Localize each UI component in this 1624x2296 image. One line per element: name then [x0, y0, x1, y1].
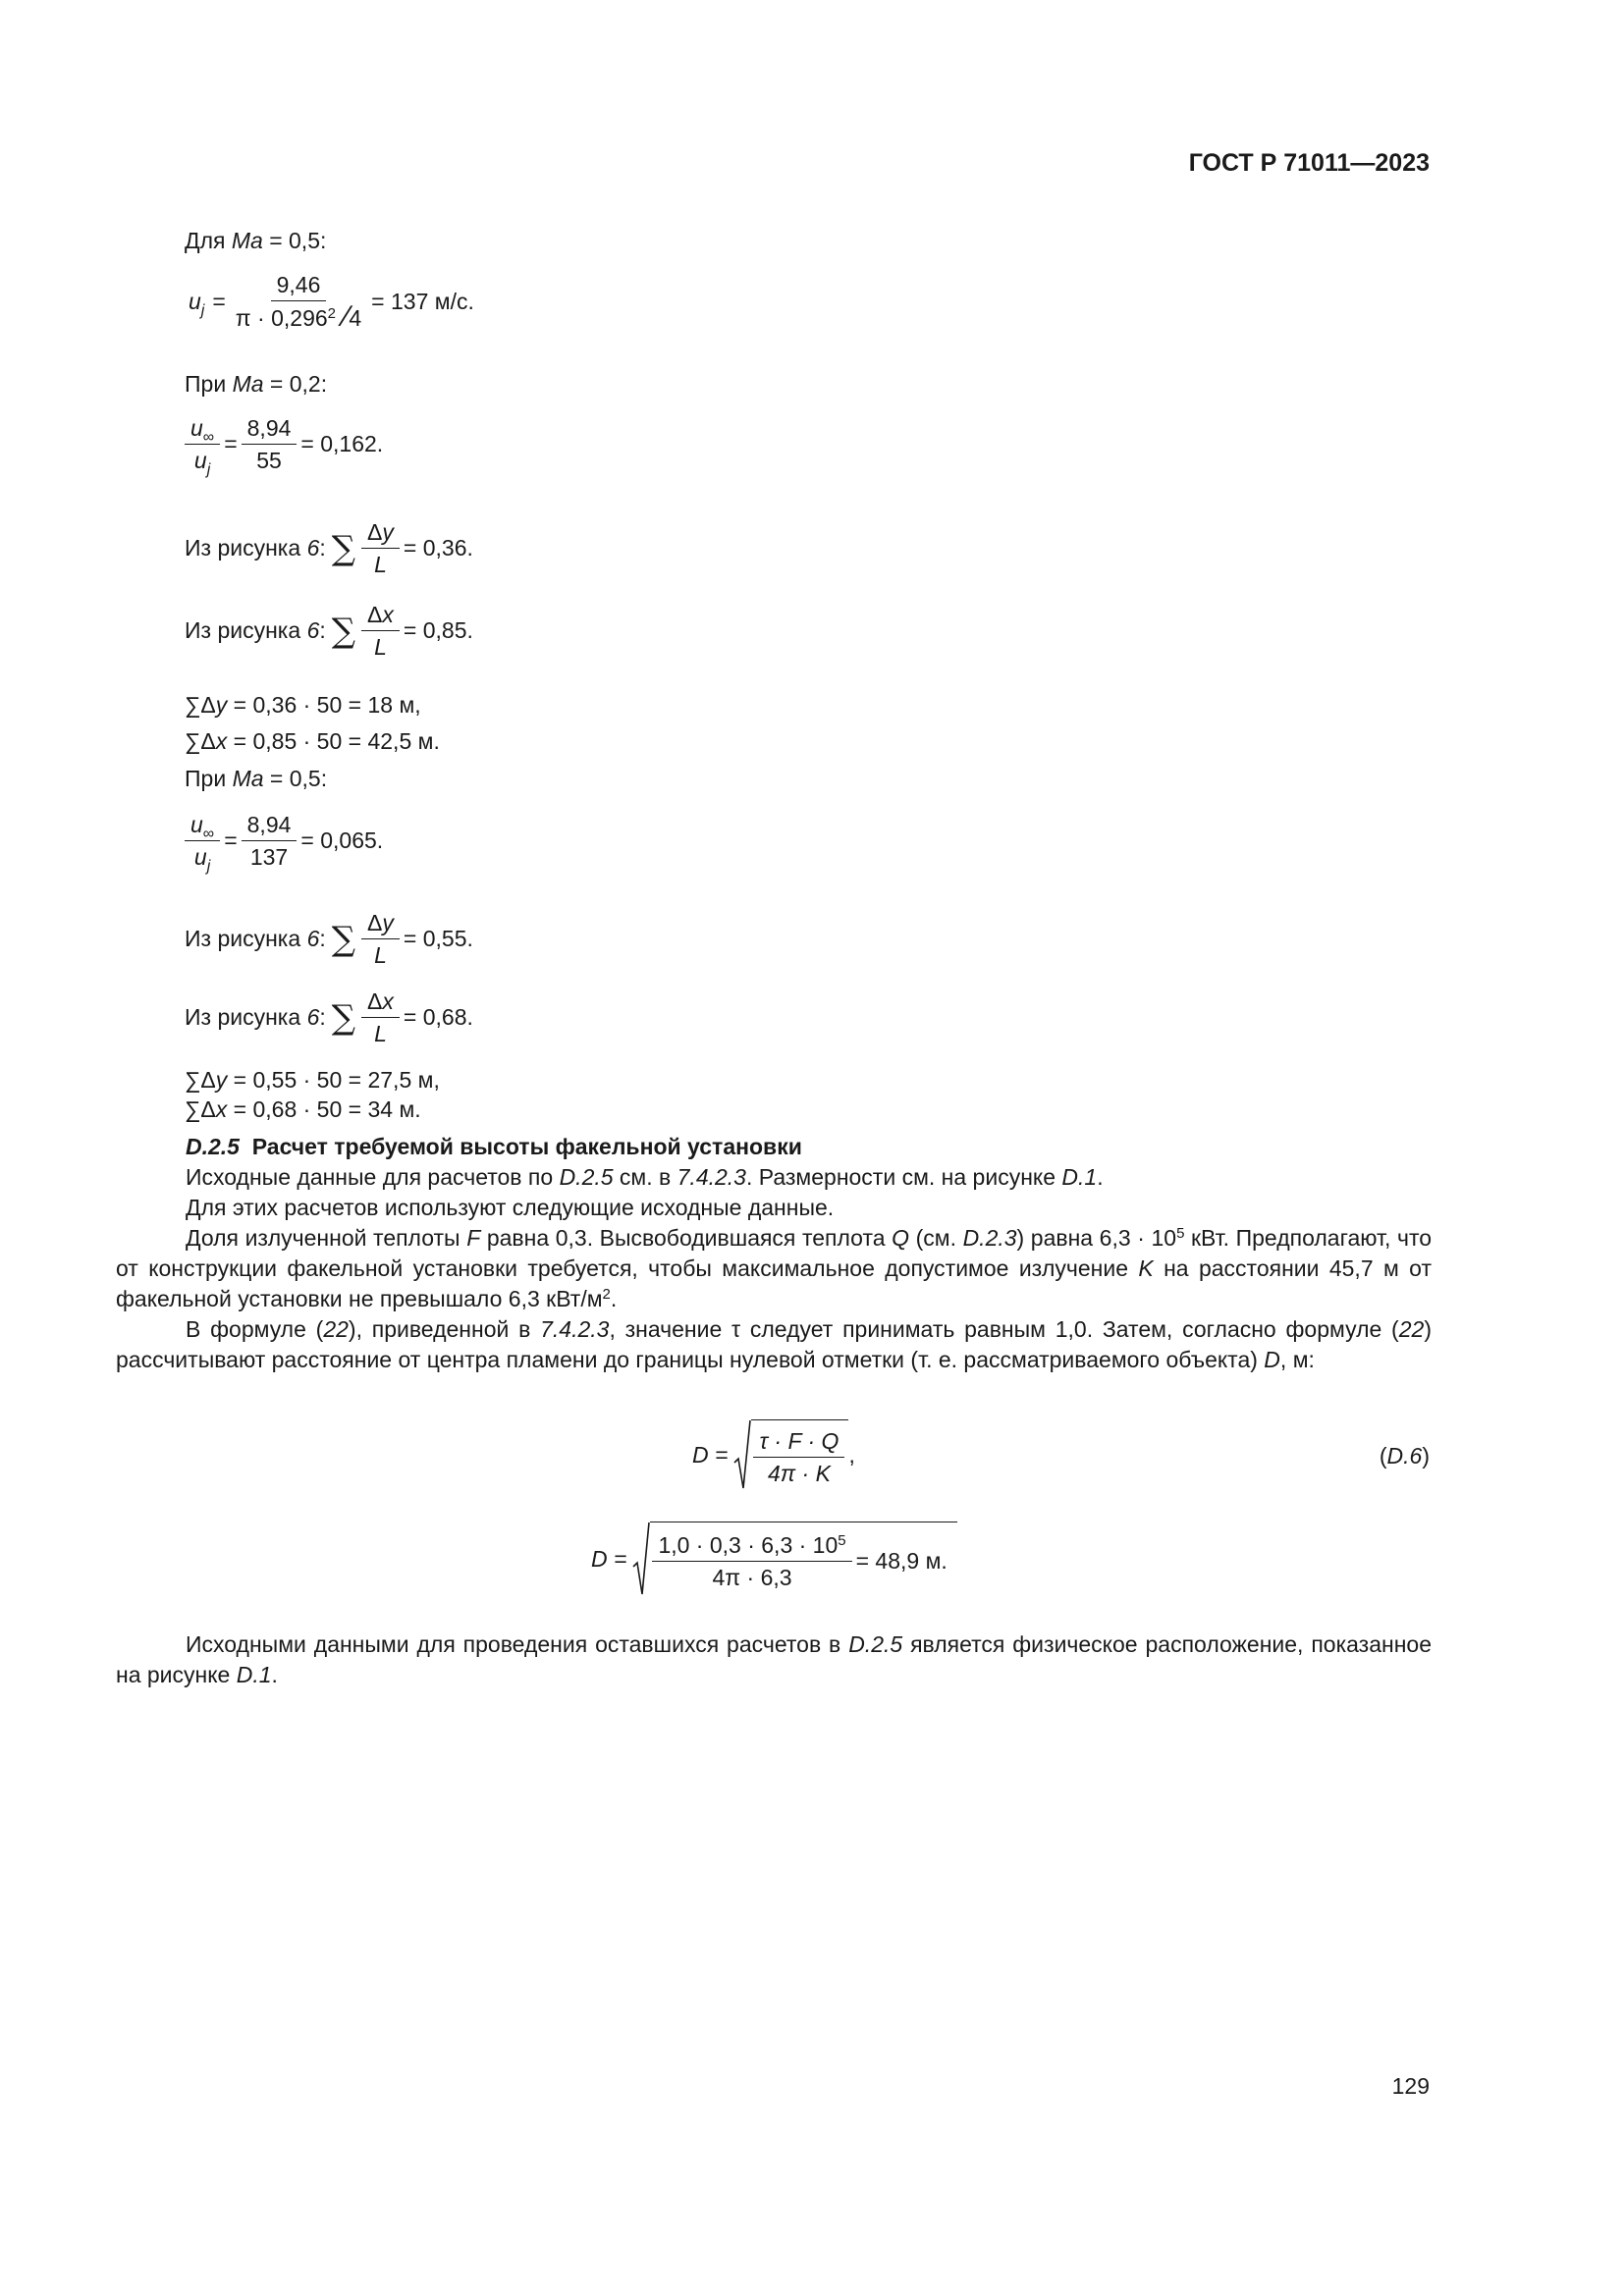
label-ma-05-second [185, 764, 327, 793]
sum-prefix: ∑Δ [185, 1067, 216, 1093]
sup: 2 [327, 305, 337, 322]
figure-reading-2: Из рисунка 6 : ∑ $\frac{\Delta x}{L}$ = 0,85. [185, 602, 473, 660]
label-var: Ma [232, 766, 264, 791]
label-text: Для [185, 228, 226, 253]
section-heading [116, 1132, 1432, 1162]
fraction-denominator: π · 0,296 [235, 305, 328, 331]
fraction-denominator: 55 [256, 448, 282, 473]
fraction-numerator: 9,46 [271, 271, 327, 301]
sub-j: j [206, 858, 211, 875]
sum-rest: = 0,85 · 50 = 42,5 м. [227, 728, 440, 754]
equation-result: = 0,85. [403, 617, 473, 643]
sum-var: x [215, 1096, 228, 1122]
fraction-numerator: 8,94 [242, 414, 298, 445]
fraction-numerator: τ · F · Q [759, 1428, 839, 1454]
paragraph-4: В формуле (22), приведенной в 7.4.2.3, значение τ следует принимать равным 1,0. Затем, согласно формуле (22) рассчитывают расстояние от центра пламени до границы нулевой отметки (т. е. рассматриваемого объекта) D, м: [116, 1316, 1432, 1372]
sum-line [185, 1095, 421, 1124]
label-ma-02 [185, 369, 327, 399]
sub-inf: ∞ [202, 826, 215, 842]
equation-result: = 0,36. [403, 535, 473, 561]
fraction-denominator: L [374, 1021, 387, 1046]
sum-line [185, 1065, 440, 1095]
sup: 5 [838, 1532, 846, 1549]
fraction-numerator: 1,0 · 0,3 · 6,3 · 10 [658, 1532, 839, 1558]
section-title: Расчет требуемой высоты факельной установки [251, 1134, 802, 1159]
fraction-denominator: 4π · 6,3 [712, 1565, 792, 1590]
page-number: 129 [1391, 2073, 1430, 2099]
equation-result: = 0,68. [403, 1004, 473, 1030]
fraction-numerator: 8,94 [242, 811, 298, 841]
equation-uj: $u_j$ = $\frac{9,46}{\pi \cdot 0,296^2 ∕4}$ = 137 м/с. [189, 272, 474, 333]
sub-j: j [200, 301, 205, 319]
formula-d6 [692, 1419, 855, 1490]
fraction-numerator: Δy [361, 518, 400, 549]
var-u: u [193, 448, 207, 473]
label-text: При [185, 766, 227, 791]
figure-reading-1: Из рисунка 6 : ∑ $\frac{\Delta y}{L}$ = 0,36. [185, 519, 473, 577]
fraction-denominator: L [374, 634, 387, 660]
sum-var: y [215, 1067, 228, 1093]
text: Из рисунка [185, 926, 301, 951]
figure-ref: 6 [306, 617, 320, 643]
equation-result: = 0,55. [403, 926, 473, 951]
label-text: = 0,5: [269, 228, 327, 253]
figure-reading-3: Из рисунка 6 : ∑ $\frac{\Delta y}{L}$ = 0,55. [185, 910, 473, 968]
formula-tail: , [848, 1441, 855, 1468]
text: Из рисунка [185, 617, 301, 643]
figure-ref: 6 [306, 535, 320, 561]
sum-symbol: ∑ [331, 997, 356, 1038]
fraction-numerator: Δx [361, 601, 400, 631]
equation-ratio-2: $\frac{u_\infty}{u_j}$ = $\frac{8,94}{137}$ = 0,065. [185, 811, 383, 871]
sum-line [185, 690, 421, 720]
var-u: u [190, 812, 203, 837]
label-var: Ma [231, 228, 263, 253]
sub-inf: ∞ [202, 429, 215, 446]
fraction-denominator: 4π · K [767, 1461, 831, 1486]
paragraph-2: Для этих расчетов используют следующие исходные данные. [186, 1195, 835, 1220]
figure-ref: 6 [306, 926, 320, 951]
fraction-denominator: 137 [249, 844, 289, 870]
formula-lhs: D = [692, 1441, 729, 1468]
formula-calc [591, 1522, 957, 1596]
paragraph-1: Исходные данные для расчетов по D.2.5 см. в 7.4.2.3. Размерности см. на рисунке D.1. [186, 1164, 1104, 1190]
fraction-denominator: L [374, 552, 387, 577]
sum-rest: = 0,36 · 50 = 18 м, [227, 692, 421, 718]
figure-reading-4: Из рисунка 6 : ∑ $\frac{\Delta x}{L}$ = 0,68. [185, 988, 473, 1046]
figure-ref: 6 [306, 1004, 320, 1030]
sqrt [733, 1419, 848, 1490]
sub-j: j [206, 461, 211, 478]
sum-prefix: ∑Δ [185, 692, 216, 718]
equation-result: = 0,065. [300, 828, 384, 853]
text: Из рисунка [185, 535, 301, 561]
section-number: D.2.5 [186, 1134, 240, 1159]
document-id: ГОСТ Р 71011—2023 [1188, 149, 1430, 177]
sum-line [185, 726, 440, 756]
section-d25 [116, 1132, 1432, 1375]
label-var: Ma [232, 371, 264, 397]
fraction-numerator: Δy [361, 909, 400, 939]
sum-prefix: ∑Δ [185, 728, 216, 754]
sum-symbol: ∑ [331, 919, 356, 959]
sum-symbol: ∑ [331, 528, 356, 568]
fraction-denominator: L [374, 942, 387, 968]
formula-lhs: D = [591, 1545, 627, 1572]
sum-prefix: ∑Δ [185, 1096, 216, 1122]
equation-ratio-1: $\frac{u_\infty}{u_j}$ = $\frac{8,94}{55}$ = 0,162. [185, 414, 383, 474]
var-u: u [193, 844, 207, 870]
sum-symbol: ∑ [331, 611, 356, 651]
sum-var: y [215, 692, 228, 718]
sum-rest: = 0,55 · 50 = 27,5 м, [227, 1067, 440, 1093]
label-ma-05 [185, 226, 326, 255]
label-text: = 0,5: [269, 766, 328, 791]
equation-result: = 0,162. [300, 431, 384, 456]
formula-result: = 48,9 м. [855, 1548, 947, 1574]
denominator-tail: 4 [349, 305, 362, 331]
sqrt [632, 1522, 956, 1596]
paragraph-3: Доля излученной теплоты F равна 0,3. Высвободившаяся теплота Q (см. D.2.3) равна $6,3 \cdot 10^5$ кВт. Предполагают, что от конструкции факельной установки требуется, чтобы максимальное допустимое излучение K на расстоянии 45,7 м от факельной установки не превышало 6,3 кВт/$м^2$. [116, 1225, 1433, 1311]
label-text: = 0,2: [269, 371, 328, 397]
sum-var: x [215, 728, 228, 754]
var-u: u [189, 288, 201, 314]
text: Из рисунка [185, 1004, 301, 1030]
equation-result: = 137 м/с. [371, 288, 474, 314]
sum-rest: = 0,68 · 50 = 34 м. [227, 1096, 421, 1122]
var-u: u [190, 415, 203, 441]
label-text: При [185, 371, 227, 397]
paragraph-final [116, 1629, 1432, 1690]
paragraph-5: Исходными данными для проведения оставшихся расчетов в D.2.5 является физическое расположение, показанное на рисунке D.1. [116, 1631, 1433, 1687]
formula-label: (D.6) [1379, 1443, 1430, 1468]
fraction-numerator: Δx [361, 988, 400, 1018]
